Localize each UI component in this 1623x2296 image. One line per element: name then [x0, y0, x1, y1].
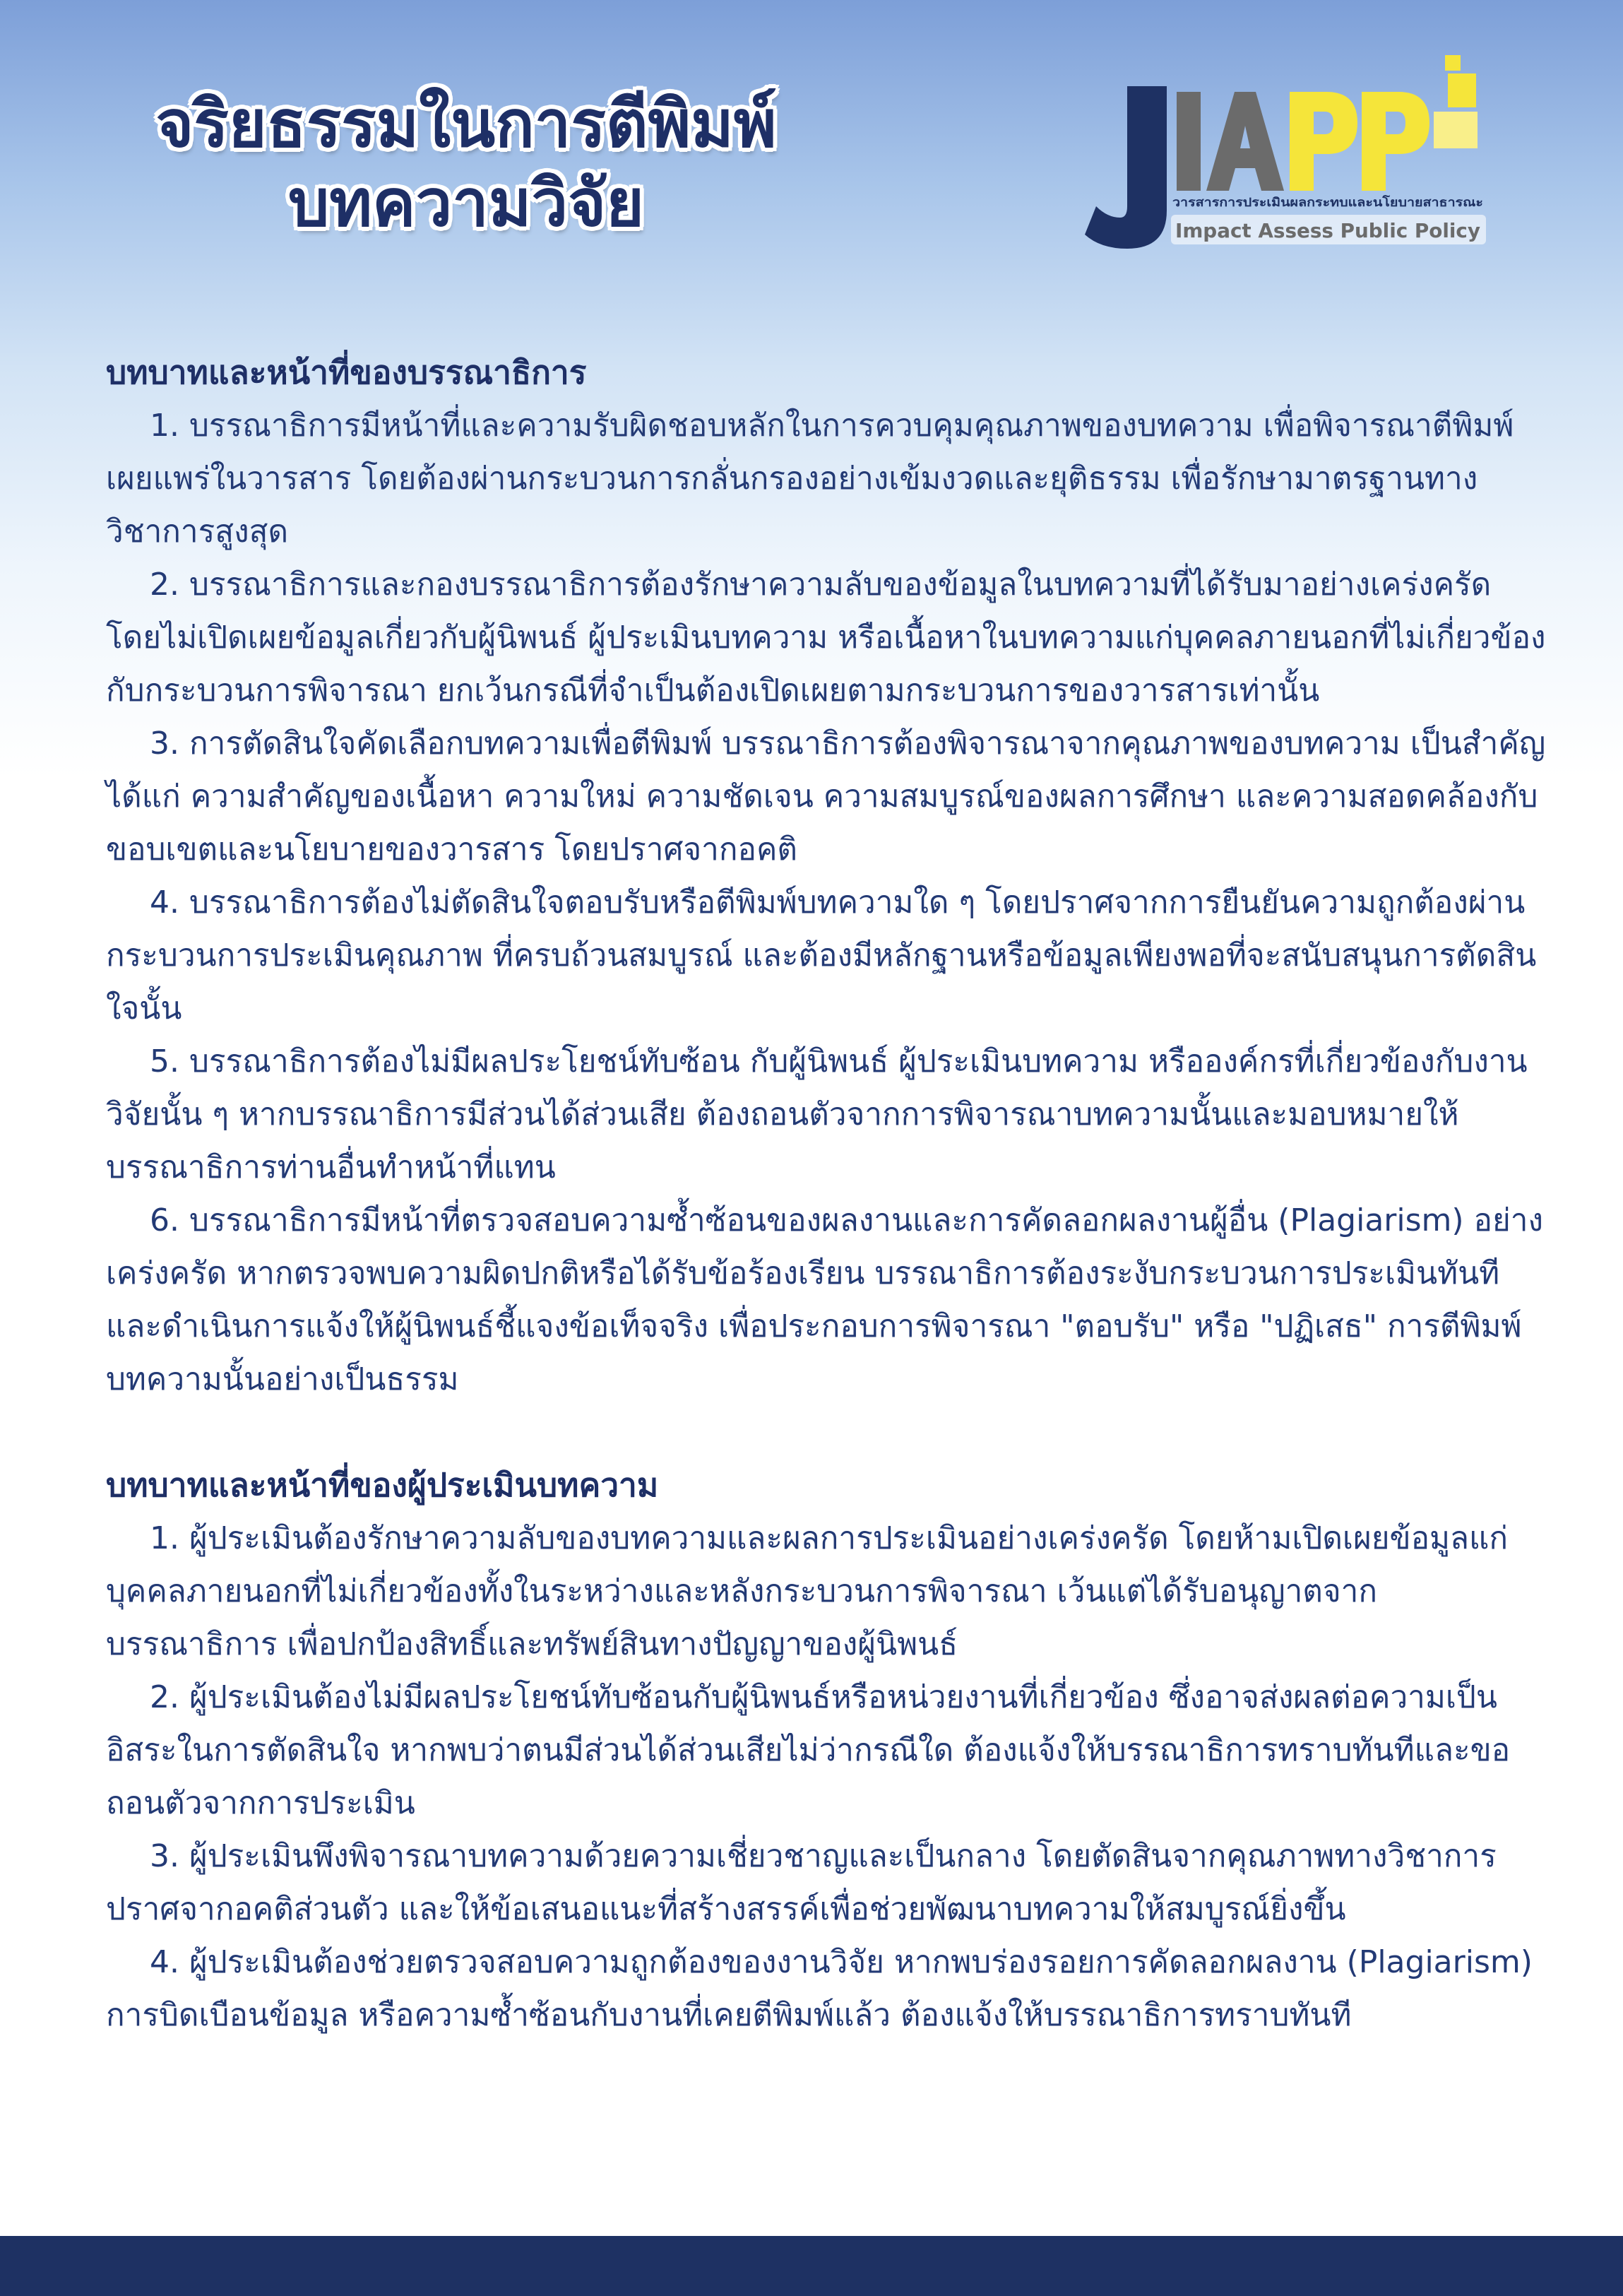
section-spacer — [106, 1406, 1547, 1459]
content — [106, 346, 1547, 2042]
list-item: 4. บรรณาธิการต้องไม่ตัดสินใจตอบรับหรือตีพิมพ์บทความใด ๆ โดยปราศจากการยืนยันความถูกต้องผ่านกระบวนการประเมินคุณภาพ ที่ครบถ้วนสมบูรณ์ และต้องมีหลักฐานหรือข้อมูลเพียงพอที่จะสนับสนุนการตัดสินใจนั้น — [106, 884, 1537, 1026]
list-item: 1. ผู้ประเมินต้องรักษาความลับของบทความและผลการประเมินอย่างเคร่งครัด โดยห้ามเปิดเผยข้อมูลแก่บุคคลภายนอกที่ไม่เกี่ยวข้องทั้งในระหว่างและหลังกระบวนการพิจารณา เว้นแต่ได้รับอนุญาตจากบรรณาธิการ เพื่อปกป้องสิทธิ์และทรัพย์สินทางปัญญาของผู้นิพนธ์ — [106, 1520, 1508, 1662]
logo-letter-p2 — [1362, 92, 1429, 191]
logo-square-3 — [1434, 112, 1478, 148]
logo-square-1 — [1445, 55, 1461, 71]
jiapp-logo — [1081, 49, 1490, 261]
section-reviewer — [106, 1459, 1547, 2042]
logo-letter-j — [1085, 86, 1167, 249]
section-heading-editor: บทบาทและหน้าที่ของบรรณาธิการ — [106, 353, 587, 391]
list-item: 2. ผู้ประเมินต้องไม่มีผลประโยชน์ทับซ้อนกับผู้นิพนธ์หรือหน่วยงานที่เกี่ยวข้อง ซึ่งอาจส่งผลต่อความเป็นอิสระในการตัดสินใจ หากพบว่าตนมีส่วนได้ส่วนเสียไม่ว่ากรณีใด ต้องแจ้งให้บรรณาธิการทราบทันทีและขอถอนตัวจากการประเมิน — [106, 1679, 1511, 1821]
logo-letter-i — [1177, 92, 1201, 191]
page-title-line-1: จริยธรรมในการตีพิมพ์ — [155, 86, 777, 162]
page-title — [92, 85, 840, 243]
logo-letter-p1 — [1290, 92, 1357, 191]
list-item: 2. บรรณาธิการและกองบรรณาธิการต้องรักษาความลับของข้อมูลในบทความที่ได้รับมาอย่างเคร่งครัด โดยไม่เปิดเผยข้อมูลเกี่ยวกับผู้นิพนธ์ ผู้ประเมินบทความ หรือเนื้อหาในบทความแก่บุคคลภายนอกที่ไม่เกี่ยวข้องกับกระบวนการพิจารณา ยกเว้นกรณีที่จำเป็นต้องเปิดเผยตามกระบวนการของวารสารเท่านั้น — [106, 567, 1546, 709]
logo-square-2 — [1448, 73, 1476, 107]
logo-thai-name: วารสารการประเมินผลกระทบและนโยบายสาธารณะ — [1172, 196, 1441, 210]
section-editor — [106, 346, 1547, 1406]
list-item: 3. การตัดสินใจคัดเลือกบทความเพื่อตีพิมพ์ บรรณาธิการต้องพิจารณาจากคุณภาพของบทความ เป็นสำคัญ ได้แก่ ความสำคัญของเนื้อหา ความใหม่ ความชัดเจน ความสมบูรณ์ของผลการศึกษา และความสอดคล้องกับขอบเขตและนโยบายของวารสาร โดยปราศจากอคติ — [106, 726, 1546, 868]
logo-english-name: Impact Assess Public Policy — [1175, 219, 1480, 242]
list-item: 1. บรรณาธิการมีหน้าที่และความรับผิดชอบหลักในการควบคุมคุณภาพของบทความ เพื่อพิจารณาตีพิมพ์เผยแพร่ในวารสาร โดยต้องผ่านกระบวนการกลั่นกรองอย่างเข้มงวดและยุติธรรม เพื่อรักษามาตรฐานทางวิชาการสูงสุด — [106, 408, 1514, 550]
section-heading-reviewer: บทบาทและหน้าที่ของผู้ประเมินบทความ — [106, 1466, 659, 1504]
footer-bar — [0, 2236, 1623, 2296]
list-item: 6. บรรณาธิการมีหน้าที่ตรวจสอบความซ้ำซ้อนของผลงานและการคัดลอกผลงานผู้อื่น (Plagiarism) อย่างเคร่งครัด หากตรวจพบความผิดปกติหรือได้รับข้อร้องเรียน บรรณาธิการต้องระงับกระบวนการประเมินทันที และดำเนินการแจ้งให้ผู้นิพนธ์ชี้แจงข้อเท็จจริง เพื่อประกอบการพิจารณา "ตอบรับ" หรือ "ปฏิเสธ" การตีพิมพ์บทความนั้นอย่างเป็นธรรม — [106, 1202, 1543, 1397]
page-title-line-2: บทความวิจัย — [287, 165, 645, 242]
list-item: 4. ผู้ประเมินต้องช่วยตรวจสอบความถูกต้องของงานวิจัย หากพบร่องรอยการคัดลอกผลงาน (Plagiarism) การบิดเบือนข้อมูล หรือความซ้ำซ้อนกับงานที่เคยตีพิมพ์แล้ว ต้องแจ้งให้บรรณาธิการทราบทันที — [106, 1944, 1533, 2033]
logo-letter-a — [1206, 92, 1284, 191]
list-item: 5. บรรณาธิการต้องไม่มีผลประโยชน์ทับซ้อน กับผู้นิพนธ์ ผู้ประเมินบทความ หรือองค์กรที่เกี่ยวข้องกับงานวิจัยนั้น ๆ หากบรรณาธิการมีส่วนได้ส่วนเสีย ต้องถอนตัวจากการพิจารณาบทความนั้นและมอบหมายให้บรรณาธิการท่านอื่นทำหน้าที่แทน — [106, 1043, 1528, 1185]
list-item: 3. ผู้ประเมินพึงพิจารณาบทความด้วยความเชี่ยวชาญและเป็นกลาง โดยตัดสินจากคุณภาพทางวิชาการ ปราศจากอคติส่วนตัว และให้ข้อเสนอแนะที่สร้างสรรค์เพื่อช่วยพัฒนาบทความให้สมบูรณ์ยิ่งขึ้น — [106, 1838, 1497, 1927]
